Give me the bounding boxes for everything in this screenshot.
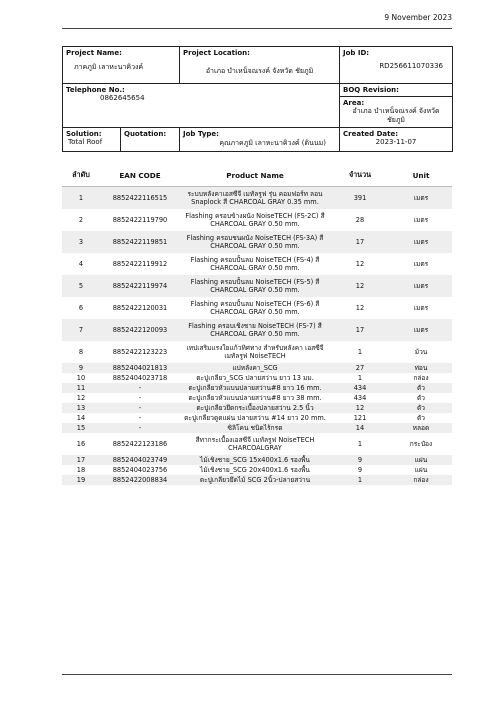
item-ean: 8852422123223 <box>112 348 168 356</box>
item-unit: กระป๋อง <box>409 440 433 448</box>
item-name: ซิลิโคน ชนิดไร้กรด <box>180 423 330 433</box>
item-unit: ท่อน <box>390 363 452 373</box>
item-qty: 12 <box>330 275 390 297</box>
item-no: 18 <box>76 466 86 474</box>
bottom-rule <box>62 674 452 675</box>
item-no: 17 <box>62 455 100 465</box>
item-qty: 12 <box>355 260 365 268</box>
item-unit: เมตร <box>390 275 452 297</box>
quotation-cell <box>121 128 180 152</box>
job-type-cell <box>180 128 340 152</box>
item-name: ตะปูเกลียว_SCG ปลายสว่าน ยาว 13 มม. <box>196 374 314 382</box>
item-name: แปหลังคา_SCG <box>180 363 330 373</box>
item-unit: เมตร <box>390 187 452 210</box>
item-name: ตะปูเกลียวดูดแผ่น ปลายสว่าน #14 ยาว 20 mm. <box>184 414 326 422</box>
item-qty: 1 <box>357 348 363 356</box>
item-name: Flashing ครอบข้างผนัง NoiseTECH (FS-2C) สี CHARCOAL GRAY 0.50 mm. <box>185 212 325 228</box>
table-row <box>62 383 452 393</box>
item-unit: หลอด <box>390 423 452 433</box>
created-date-cell <box>340 128 453 152</box>
item-unit: เมตร <box>390 319 452 341</box>
table-row <box>62 433 452 455</box>
item-qty: 434 <box>353 394 367 402</box>
solution-cell <box>63 128 121 152</box>
item-no: 9 <box>62 363 100 373</box>
table-row <box>62 319 452 341</box>
item-unit: ตัว <box>417 414 425 422</box>
project-info-table <box>62 46 453 152</box>
item-name: ตะปูเกลียวยึดกระเบื้องปลายสว่าน 2.5 นิ้ว <box>180 403 330 413</box>
item-name: ระบบหลังคาเอสซีจี เมทัลรูฟ รุ่น คอมฟอร์ท ลอน Snaplock สี CHARCOAL GRAY 0.35 mm. <box>180 187 330 210</box>
table-row <box>62 275 452 297</box>
table-row <box>62 403 452 413</box>
solution-label: Solution: <box>66 130 102 138</box>
table-row <box>62 363 452 373</box>
job-type-value: คุณภาคภูมิ เลาหะนาคิวงค์ (ดินนม) <box>219 139 327 147</box>
item-ean: 8852422120093 <box>100 319 180 341</box>
item-no: 10 <box>76 374 86 382</box>
item-name: Flashing ครอบปั้นลม NoiseTECH (FS-5) สี CHARCOAL GRAY 0.50 mm. <box>180 275 330 297</box>
item-name: Flashing ครอบเชิงชาย NoiseTECH (FS-7) สี CHARCOAL GRAY 0.50 mm. <box>180 319 330 341</box>
table-row <box>62 465 452 475</box>
item-no: 6 <box>78 304 84 312</box>
item-unit: เมตร <box>413 260 429 268</box>
item-qty: 1 <box>357 440 363 448</box>
item-no: 16 <box>76 440 86 448</box>
item-no: 2 <box>78 216 84 224</box>
item-qty: 434 <box>330 383 390 393</box>
item-unit: แผ่น <box>390 455 452 465</box>
table-row <box>62 423 452 433</box>
item-ean: - <box>138 414 142 422</box>
item-no: 12 <box>76 394 86 402</box>
job-type-label: Job Type: <box>183 130 219 138</box>
table-row <box>62 341 452 363</box>
item-unit: กล่อง <box>390 475 452 485</box>
item-no: 4 <box>78 260 84 268</box>
item-qty: 9 <box>357 466 363 474</box>
item-no: 8 <box>78 348 84 356</box>
items-table <box>62 164 452 485</box>
item-qty: 1 <box>330 475 390 485</box>
item-no: 7 <box>62 319 100 341</box>
telephone-cell <box>63 84 340 128</box>
item-unit: ตัว <box>390 383 452 393</box>
item-unit: ตัว <box>390 403 452 413</box>
item-no: 15 <box>62 423 100 433</box>
project-location-value: อำเภอ บำเหน็จณรงค์ จังหวัด ชัยภูมิ <box>205 67 314 75</box>
table-row <box>62 373 452 383</box>
table-row <box>62 253 452 275</box>
items-body <box>62 187 452 486</box>
table-row <box>62 187 452 210</box>
item-ean: - <box>138 394 142 402</box>
item-ean: 8852422119974 <box>100 275 180 297</box>
boq-revision-row <box>340 84 452 97</box>
item-ean: 8852404023718 <box>112 374 168 382</box>
item-name: ไม้เชิงชาย_SCG 15x400x1.6 รองพื้น <box>180 455 330 465</box>
item-ean: 8852422119790 <box>112 216 168 224</box>
item-qty: 391 <box>330 187 390 210</box>
item-ean: 8852422119851 <box>100 231 180 253</box>
item-name: ตะปูเกลียวหัวแบนปลายสว่าน#8 ยาว 38 mm. <box>188 394 322 402</box>
items-header-row <box>62 164 452 187</box>
item-unit: ม้วน <box>414 348 428 356</box>
item-ean: 8852422123186 <box>112 440 168 448</box>
project-name-label: Project Name: <box>66 49 122 57</box>
item-qty: 9 <box>330 455 390 465</box>
item-name: ตะปูเกลียวยึดไม้ SCG 2นิ้ว-ปลายสว่าน <box>180 475 330 485</box>
telephone-value: 0862645654 <box>100 94 145 102</box>
item-qty: 12 <box>330 403 390 413</box>
area-label: Area: <box>343 99 365 107</box>
item-name: Flashing ครอบปั้นลม NoiseTECH (FS-4) สี CHARCOAL GRAY 0.50 mm. <box>190 256 320 272</box>
item-qty: 12 <box>355 304 365 312</box>
item-unit: เมตร <box>413 304 429 312</box>
item-name: สีทากระเบื้องเอสซีจี เมทัลรูฟ NoiseTECH CHARCOALGRAY <box>195 436 315 452</box>
col-header-qty: จำนวน <box>330 164 390 187</box>
col-header-product: Product Name <box>180 164 330 187</box>
item-name: ไม้เชิงชาย_SCG 20x400x1.6 รองพื้น <box>200 466 310 474</box>
item-no: 13 <box>62 403 100 413</box>
item-qty: 17 <box>330 231 390 253</box>
project-name-cell <box>63 47 180 84</box>
item-qty: 27 <box>330 363 390 373</box>
top-rule <box>62 28 452 29</box>
item-no: 19 <box>62 475 100 485</box>
item-no: 5 <box>62 275 100 297</box>
item-ean: 8852404021813 <box>100 363 180 373</box>
table-row <box>62 393 452 403</box>
item-no: 14 <box>76 414 86 422</box>
job-id-value: RD256611070336 <box>379 62 444 70</box>
item-name: Flashing ครอบปั้นลม NoiseTECH (FS-6) สี CHARCOAL GRAY 0.50 mm. <box>190 300 320 316</box>
job-id-cell <box>340 47 453 84</box>
item-qty: 28 <box>355 216 365 224</box>
item-ean: 8852404023756 <box>112 466 168 474</box>
table-row <box>62 455 452 465</box>
item-qty: 17 <box>330 319 390 341</box>
telephone-label: Telephone No.: <box>66 86 125 94</box>
item-ean: 8852422119912 <box>112 260 168 268</box>
col-header-ean: EAN CODE <box>100 164 180 187</box>
document-date: 9 November 2023 <box>384 13 452 22</box>
item-no: 3 <box>62 231 100 253</box>
item-ean: - <box>100 403 180 413</box>
item-qty: 14 <box>330 423 390 433</box>
col-header-unit: Unit <box>390 164 452 187</box>
item-no: 1 <box>62 187 100 210</box>
item-unit: เมตร <box>390 231 452 253</box>
item-unit: เมตร <box>413 216 429 224</box>
table-row <box>62 413 452 423</box>
item-ean: - <box>100 383 180 393</box>
created-date-label: Created Date: <box>343 130 399 138</box>
project-location-cell <box>180 47 340 84</box>
quotation-label: Quotation: <box>124 130 167 138</box>
solution-value: Total Roof <box>68 138 103 146</box>
boq-revision-label: BOQ Revision: <box>343 86 399 94</box>
item-qty: 121 <box>353 414 367 422</box>
item-ean: 8852422120031 <box>112 304 168 312</box>
item-unit: กล่อง <box>413 374 429 382</box>
table-row <box>62 231 452 253</box>
table-row <box>62 297 452 319</box>
item-ean: 8852404023749 <box>100 455 180 465</box>
item-qty: 1 <box>357 374 363 382</box>
item-no: 11 <box>62 383 100 393</box>
item-unit: ตัว <box>417 394 425 402</box>
item-name: Flashing ครอบชนผนัง NoiseTECH (FS-3A) สี CHARCOAL GRAY 0.50 mm. <box>180 231 330 253</box>
table-row <box>62 209 452 231</box>
col-header-no: ลำดับ <box>62 164 100 187</box>
created-date-value: 2023-11-07 <box>375 138 417 146</box>
area-value: อำเภอ บำเหน็จณรงค์ จังหวัด ชัยภูมิ <box>352 107 440 124</box>
project-location-label: Project Location: <box>183 49 250 57</box>
job-id-label: Job ID: <box>343 49 370 57</box>
table-row <box>62 475 452 485</box>
item-ean: 8852422008834 <box>100 475 180 485</box>
item-ean: - <box>100 423 180 433</box>
item-ean: 8852422116515 <box>100 187 180 210</box>
project-name-value: ภาคภูมิ เลาหะนาคิวงค์ <box>74 63 144 71</box>
area-row <box>340 97 452 127</box>
item-name: ตะปูเกลียวหัวแบนปลายสว่าน#8 ยาว 16 mm. <box>180 383 330 393</box>
item-name: เทปเสริมแรงใยแก้วทิศทาง สำหรับหลังคา เอสซีจี เมทัลรูฟ NoiseTECH <box>186 344 324 360</box>
boq-area-cell <box>340 84 453 128</box>
item-unit: แผ่น <box>414 466 428 474</box>
